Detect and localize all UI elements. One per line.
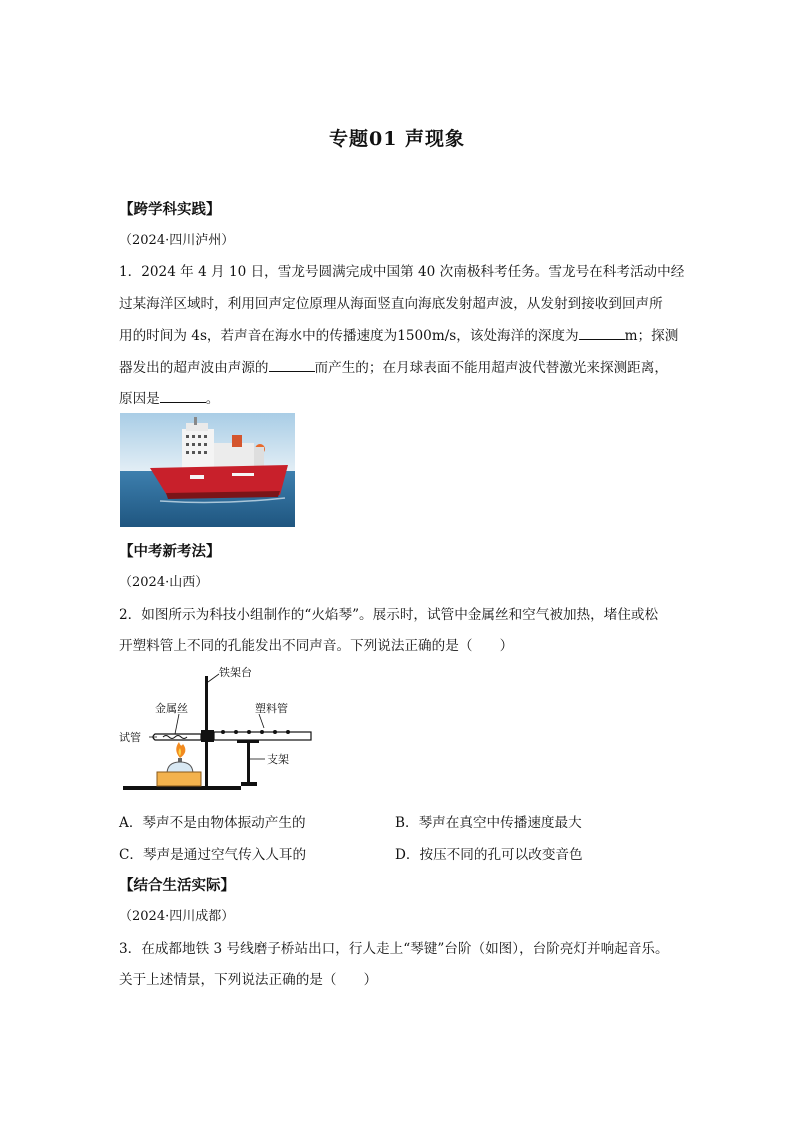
question-1-line: 1．2024 年 4 月 10 日，雪龙号圆满完成中国第 40 次南极科考任务。雪龙号在科考活动中经	[119, 264, 685, 280]
question-2-line: 2．如图所示为科技小组制作的“火焰琴”。展示时，试管中金属丝和空气被加热，堵住或松	[119, 607, 659, 623]
section-heading: 【中考新考法】	[119, 543, 221, 560]
option-d[interactable]: D．按压不同的孔可以改变音色	[395, 847, 583, 863]
option-b[interactable]: B．琴声在真空中传播速度最大	[395, 815, 582, 831]
label-stand: 铁架台	[219, 666, 252, 679]
question-1-line	[119, 324, 678, 344]
question-1-line	[119, 387, 219, 407]
answer-blank[interactable]	[269, 359, 315, 372]
answer-blank[interactable]	[579, 327, 625, 340]
text-segment: m；探测	[624, 328, 679, 344]
icebreaker-ship-photo	[120, 413, 295, 527]
text-segment: 而产生的；在月球表面不能用超声波代替激光来探测距离，	[314, 360, 668, 376]
text-segment: 。	[205, 391, 220, 407]
label-pipe: 塑料管	[255, 702, 288, 715]
label-support: 支架	[267, 753, 289, 766]
text-segment: 原因是	[119, 391, 160, 407]
text-segment: 器发出的超声波由声源的	[119, 360, 269, 376]
label-tube: 试管	[119, 731, 141, 744]
question-source: （2024·山西）	[119, 575, 209, 590]
section-heading: 【跨学科实践】	[119, 201, 221, 218]
question-source: （2024·四川泸州）	[119, 233, 235, 248]
question-3-line: 关于上述情景，下列说法正确的是（ ）	[119, 972, 378, 988]
flame-organ-diagram	[119, 662, 319, 792]
question-source: （2024·四川成都）	[119, 909, 235, 924]
question-3-line: 3．在成都地铁 3 号线磨子桥站出口，行人走上“琴键”台阶（如图），台阶亮灯并响起音乐。	[119, 941, 669, 957]
option-a[interactable]: A．琴声不是由物体振动产生的	[119, 815, 306, 831]
option-c[interactable]: C．琴声是通过空气传入人耳的	[119, 847, 307, 863]
question-1-line: 过某海洋区域时，利用回声定位原理从海面竖直向海底发射超声波，从发射到接收到回声所	[119, 296, 663, 312]
text-segment: 用的时间为 4s，若声音在海水中的传播速度为1500m/s，该处海洋的深度为	[119, 328, 579, 344]
section-heading: 【结合生活实际】	[119, 877, 235, 894]
question-1-line	[119, 356, 668, 376]
page-title: 专题01 声现象	[328, 128, 466, 150]
question-2-line: 开塑料管上不同的孔能发出不同声音。下列说法正确的是（ ）	[119, 638, 514, 654]
label-wire: 金属丝	[155, 702, 188, 715]
answer-blank[interactable]	[160, 390, 206, 403]
